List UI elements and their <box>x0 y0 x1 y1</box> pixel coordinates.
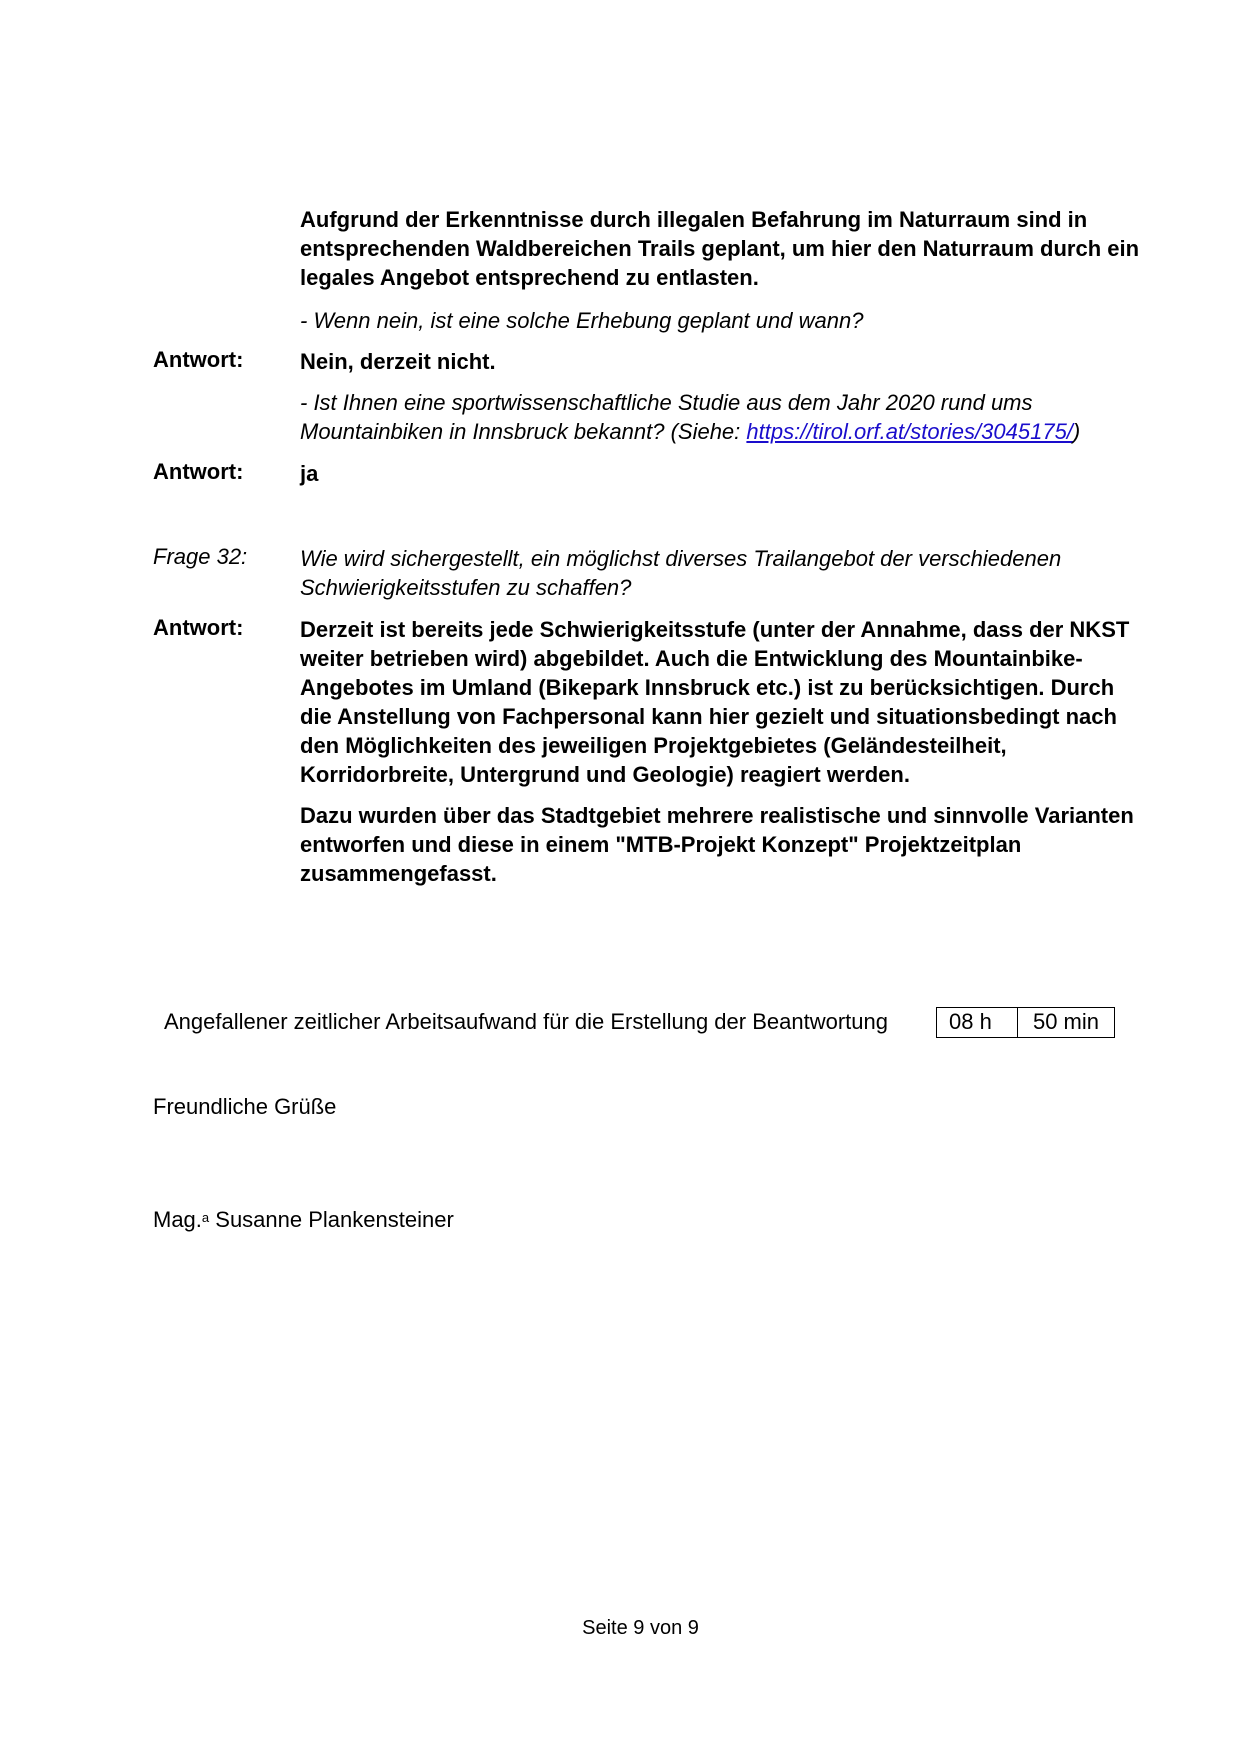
sub-question-2 <box>300 388 1140 446</box>
orf-study-link[interactable]: https://tirol.orf.at/stories/3045175/ <box>746 419 1073 444</box>
page-number: Seite 9 von 9 <box>582 1617 699 1639</box>
greeting: Freundliche Grüße <box>153 1094 337 1119</box>
answer-32-paragraph-2: Dazu wurden über das Stadtgebiet mehrere realistische und sinnvolle Varianten entworfen und diese in einem "MTB-Projekt Konzept" Projektzeitplan zusammengefasst. <box>300 803 1134 886</box>
sub-question-2-text: - Ist Ihnen eine sportwissenschaftliche Studie aus dem Jahr 2020 rund ums Mountainbiken in Innsbruck bekannt? (Siehe: <box>300 390 1033 444</box>
effort-minutes: 50 min <box>1032 1009 1100 1034</box>
signer-prefix: Mag. <box>153 1207 202 1232</box>
sub-question-1 <box>300 306 1140 335</box>
intro-paragraph <box>300 205 1140 292</box>
sub-question-1-text: - Wenn nein, ist eine solche Erhebung geplant und wann? <box>300 308 864 333</box>
question-32-text: Wie wird sichergestellt, ein möglichst diverses Trailangebot der verschiedenen Schwierigkeitsstufen zu schaffen? <box>300 546 1062 600</box>
answer-label-32: Antwort: <box>153 615 244 640</box>
effort-hours: 08 h <box>937 1008 1018 1037</box>
answer-32 <box>300 615 1140 888</box>
intro-text: Aufgrund der Erkenntnisse durch illegalen Befahrung im Naturraum sind in entsprechenden Waldbereichen Trails geplant, um hier den Naturraum durch ein legales Angebot entsprechend zu entlasten. <box>300 207 1140 290</box>
effort-box <box>936 1007 1115 1038</box>
answer-label-1: Antwort: <box>153 347 244 372</box>
question-32 <box>300 544 1140 602</box>
answer-label-2: Antwort: <box>153 459 244 484</box>
signer-sup: a <box>201 1210 210 1225</box>
effort-label: Angefallener zeitlicher Arbeitsaufwand für die Erstellung der Beantwortung <box>164 1009 888 1034</box>
signer-name: Susanne Plankensteiner <box>209 1207 454 1232</box>
question-label-32: Frage 32: <box>153 544 248 569</box>
answer-32-paragraph-1: Derzeit ist bereits jede Schwierigkeitsstufe (unter der Annahme, dass der NKST weiter betrieben wird) abgebildet. Auch die Entwicklung des Mountainbike-Angebotes im Umland (Bikepark Innsbruck etc.) ist zu berücksichtigen. Durch die Anstellung von Fachpersonal kann hier gezielt und situationsbedingt nach den Möglichkeiten des jeweiligen Projektgebietes (Geländesteilheit, Korridorbreite, Untergrund und Geologie) reagiert werden. <box>300 617 1130 787</box>
sub-question-2-end: ) <box>1072 419 1081 444</box>
signature-block <box>153 1205 454 1234</box>
answer-2: ja <box>300 461 319 486</box>
answer-1: Nein, derzeit nicht. <box>300 349 496 374</box>
